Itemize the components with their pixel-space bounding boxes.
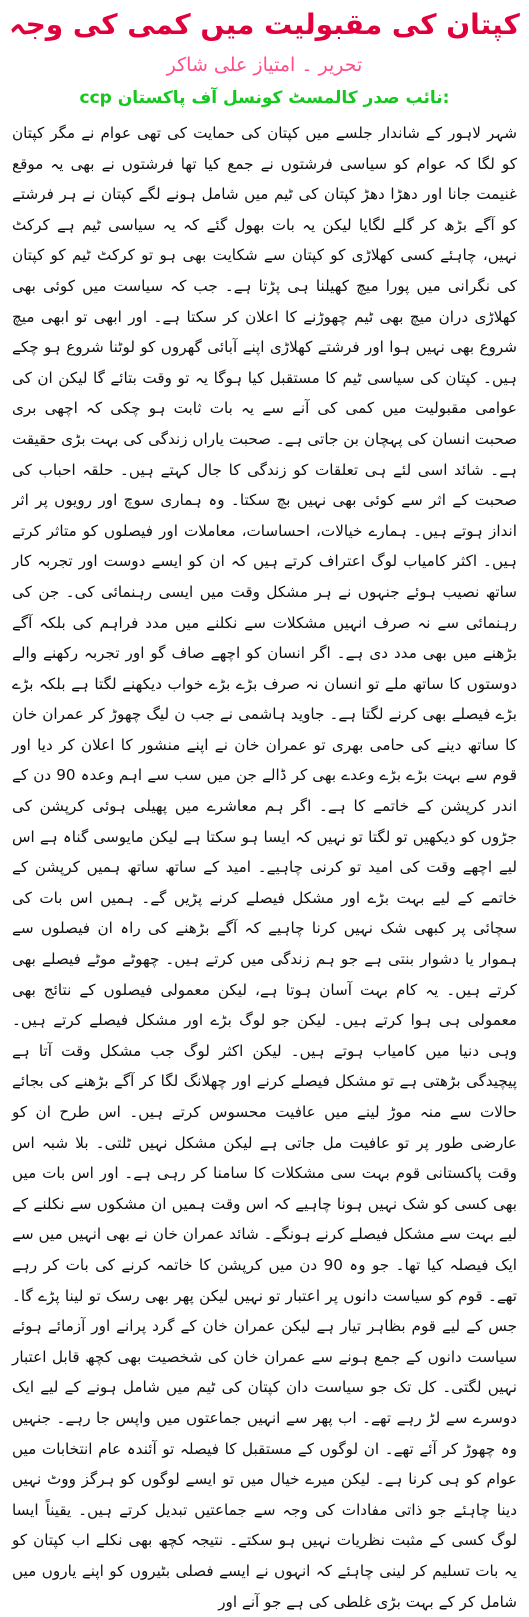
author-designation: :نائب صدر کالمسٹ کونسل آف پاکستان ccp bbox=[79, 88, 450, 108]
author-byline: تحریر ۔ امتیاز علی شاکر bbox=[166, 54, 363, 76]
article-body: شہر لاہور کے شاندار جلسے میں کپتان کی حمایت کی تھی عوام نے مگر کپتان کو لگا کہ عوام کو سیاسی فرشتوں نے جمع کیا تھا فرشتوں نے بھی یہ موقع غنیمت جانا اور دھڑا دھڑ کپتان کی ٹیم میں شامل ہونے لگے کپتان نے ہر فرشتے کو آگے بڑھ کر گلے لگایا لیکن یہ بات بھول گئے کہ یہ سیاسی ٹیم ہے کرکٹ نہیں، چاہئے کسی کھلاڑی کو کپتان سے شکایت بھی ہو تو کرکٹ ٹیم کو کپتان کی نگرانی میں پورا میچ کھیلنا ہی پڑتا ہے۔ جب کہ سیاست میں کوئی بھی کھلاڑی دران میچ بھی ٹیم چھوڑنے کا اعلان کر سکتا ہے۔ اور ابھی تو ابھی میچ شروع بھی نہیں ہوا اور فرشتے کھلاڑی اپنے آبائی گھروں کو لوٹنا شروع ہو چکے ہیں۔ کپتان کی سیاسی ٹیم کا مستقبل کیا ہوگا یہ تو وقت بتائے گا لیکن ان کی عوامی مقبولیت میں کمی کی آنے سے یہ بات ثابت ہو چکی کہ اچھی بری صحبت انسان کی پہچان بن جاتی ہے۔ صحبت یاراں زندگی کی بہت بڑی حقیقت ہے۔ شائد اسی لئے ہی تعلقات کو زندگی کا جال کہتے ہیں۔ حلقہ احباب کی صحبت کے اثر سے کوئی بھی نہیں بچ سکتا۔ وہ ہماری سوچ اور رویوں پر اثر انداز ہوتے ہیں۔ ہمارے خیالات، احساسات، معاملات اور فیصلوں کو متاثر کرتے ہیں۔ اکثر کامیاب لوگ اعتراف کرتے ہیں کہ ان کو ایسے دوست اور تجربہ کار ساتھ نصیب ہوئے جنہوں نے ہر مشکل وقت میں ایسی رہنمائی کی۔ جن کی رہنمائی سے نہ صرف انہیں مشکلات سے نکلنے میں مدد فراہم کی بلکہ آگے بڑھنے میں بھی مدد دی ہے۔ اگر انسان کو اچھے صاف گو اور تجربہ رکھنے والے دوستوں کا ساتھ ملے تو انسان نہ صرف بڑے بڑے خواب دیکھنے لگتا ہے بلکہ بڑے بڑے فیصلے بھی کرنے لگتا ہے۔ جاوید ہاشمی نے جب ن لیگ چھوڑ کر عمران خان کا ساتھ دینے کی حامی بھری تو عمران خان نے اپنے منشور کا اعلان کر دیا اور قوم سے بہت بڑے بڑے وعدے بھی کر ڈالے جن میں سب سے اہم وعدہ 90 دن کے اندر کرپشن کے خاتمے کا ہے۔ اگر ہم معاشرے میں پھیلی ہوئی کرپشن کی جڑوں کو دیکھیں تو لگتا تو نہیں کہ ایسا ہو سکتا ہے لیکن مایوسی گناہ ہے اس لیے اچھے وقت کی امید تو کرنی چاہیے۔ امید کے ساتھ ساتھ ہمیں کرپشن کے خاتمے کے لیے بہت بڑے اور مشکل فیصلے کرنے پڑیں گے۔ ہمیں اس بات کی سچائی پر کبھی شک نہیں کرنا چاہیے کہ آگے بڑھنے کی راہ ان فیصلوں سے ہموار یا دشوار بنتی ہے جو ہم زندگی میں کرتے ہیں۔ چھوٹے موٹے فیصلے بھی کرتے ہیں۔ یہ کام بہت آسان ہوتا ہے، لیکن معمولی فیصلوں کے نتائج بھی معمولی ہی ہوا کرتے ہیں۔ لیکن جو لوگ بڑے اور مشکل فیصلے کرتے ہیں۔ وہی دنیا میں کامیاب ہوتے ہیں۔ لیکن اکثر لوگ جب مشکل وقت آتا ہے پیچیدگی بڑھتی ہے تو مشکل فیصلے کرنے اور چھلانگ لگا کر آگے بڑھنے کی بجائے حالات سے منہ موڑ لینے میں عافیت محسوس کرتے ہیں۔ اس طرح ان کو عارضی طور پر تو عافیت مل جاتی ہے لیکن مشکل نہیں ٹلتی۔ بلا شبہ اس وقت پاکستانی قوم بہت سی مشکلات کا سامنا کر رہی ہے۔ اور اس بات میں بھی کسی کو شک نہیں ہونا چاہیے کہ اس وقت ہمیں ان مشکوں سے نکلنے کے لیے بہت سے مشکل فیصلے کرنے ہونگے۔ شائد عمران خان نے بھی انہیں میں سے ایک فیصلہ کیا تھا۔ جو وہ 90 دن میں کرپشن کا خاتمہ کرنے کی بات کر رہے تھے۔ قوم کو سیاست دانوں پر اعتبار تو نہیں لیکن پھر بھی رسک تو لینا پڑے گا۔ جس کے لیے قوم بظاہر تیار ہے لیکن عمران خان کے گرد پرانے اور آزمائے ہوئے سیاست دانوں کے جمع ہونے سے عمران خان کی شخصیت بھی کچھ قابل اعتبار نہیں لگتی۔ کل تک جو سیاست دان کپتان کی ٹیم میں شامل ہونے کے لیے ایک دوسرے سے لڑ رہے تھے۔ اب پھر سے انہیں جماعتوں میں واپس جا رہے۔ جنہیں وہ چھوڑ کر آئے تھے۔ ان لوگوں کے مستقبل کا فیصلہ تو آئندہ عام انتخابات میں عوام کو ہی کرنا ہے۔ لیکن میرے خیال میں تو ایسے لوگوں کو ہرگز ووٹ نہیں دینا چاہئے جو ذاتی مفادات کی وجہ سے جماعتیں تبدیل کرتے ہیں۔ یقیناً ایسا لوگ کسی کے مثبت نظریات نہیں ہو سکتے۔ نتیجہ کچھ بھی نکلے اب کپتان کو یہ بات تسلیم کر لینی چاہئے کہ انہوں نے ایسے فصلی بٹیروں کو اپنے یاروں میں شامل کر کے بہت بڑی غلطی کی ہے جو آنے اور bbox=[12, 124, 518, 1611]
article-title: کپتان کی مقبولیت میں کمی کی وجہ bbox=[9, 8, 520, 41]
